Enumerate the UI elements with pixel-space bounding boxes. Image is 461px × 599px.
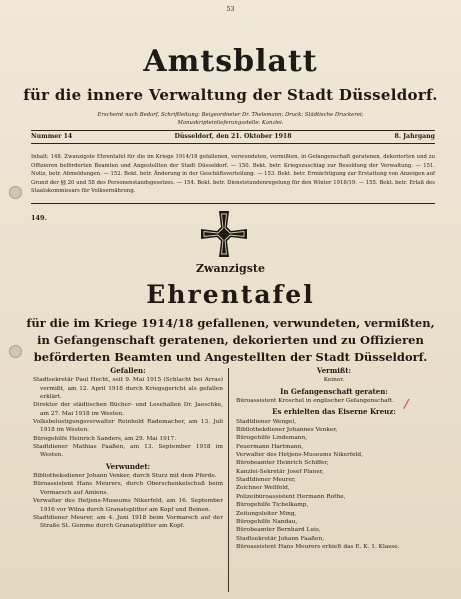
fallen-entry: Stadtsekretär Paul Hecht, seit 9. Mai 1915 (Schlacht bei Arras) vermißt, am 12. April 1918 durch Kriegsgericht als gefallen erklärt.	[33, 377, 223, 401]
missing-heading: Vermißt:	[316, 366, 352, 375]
iron-cross-entry: Feuermann Hartmann,	[236, 443, 304, 450]
rule-bottom	[31, 203, 435, 204]
right-column	[236, 367, 432, 551]
table-of-contents: Inhalt: 148. Zwanzigste Ehrentafel für die im Kriege 1914/18 gefallenen, verwundeten, vermißten, in Gefangenschaft geratenen, dekorierten und zu Offizieren beförderten Beamten und Angestellten der Stadt Düsseldorf. — 150. Bekt. betr. Kriegszuschlag zur Besoldung der Verwaltung. — 151. Notiz, betr. Abmeldungen. — 152. Bekt. betr. Änderung in der Geschäftsverteilung. — 153. Bekt. betr. Ermächtigung zur Erstattung von Anzeigen auf Grund der §§ 20 und 58 des Personenstandsgesetzes. — 154. Bekt. betr. Dienststundenregelung für den Winter 1918/19. — 155. Bekt. betr. Erlaß des Staatskommissars für Volksernährung.	[31, 154, 435, 195]
captivity-entry: Büroassistent Kroschel in englischer Gefangenschaft.	[236, 398, 394, 405]
issue-info-row	[31, 132, 435, 142]
iron-cross-entry: Bürobeamter Bernhard Luis,	[236, 527, 321, 534]
imprint-line-1: Erscheint nach Bedarf. Schriftleitung: Beigeordneter Dr. Thelemann; Druck: Städtische Druckerei;	[97, 112, 364, 118]
subtitle-line: beförderten Beamten und Angestellten der Stadt Düsseldorf.	[33, 350, 428, 364]
punch-hole-top	[9, 186, 22, 199]
rule-middle	[31, 143, 435, 144]
fallen-entry: Direktor der städtischen Bücher- und Lesehallen Dr. Jaeschke, am 27. Mai 1918 im Westen.	[33, 402, 223, 417]
wounded-entry: Stadtdiener Meurer, am 4. Juni 1918 beim Vormarsch auf der Straße St. Gemme durch Granatsplitter am Kopf.	[33, 514, 223, 530]
iron-cross-entry: Bürogehilfe Lindemann,	[236, 435, 308, 442]
fallen-heading: Gefallen:	[110, 366, 146, 375]
column-divider	[228, 368, 229, 592]
wounded-entry: Büroassistent Hans Meurers, durch Oberschenkelschuß beim Vormarsch auf Amiens.	[33, 481, 223, 496]
issue-date: Düsseldorf, den 21. Oktober 1918	[174, 133, 292, 140]
honor-roll-subtitle	[0, 315, 461, 366]
iron-cross-entry: Büroassistent Hans Meurers erhielt das E. K. 1. Klasse.	[236, 543, 400, 550]
rule-top	[31, 130, 435, 131]
subtitle-line: in Gefangenschaft geratenen, dekorierten und zu Offizieren	[37, 333, 424, 347]
issue-number: Nummer 14	[31, 133, 73, 140]
fallen-entry: Bürogehilfe Heinrich Sanders, am 29. Mai 1917.	[33, 435, 177, 442]
left-column	[33, 367, 223, 531]
imprint	[0, 111, 461, 127]
item-number: 149.	[31, 214, 47, 222]
fallen-entry: Volksbelustigungsverwalter Reinhold Rademacher, am 13. Juli 1918 im Westen.	[33, 419, 223, 434]
honor-roll-number: Zwanzigste	[195, 262, 265, 275]
iron-cross-entry: Stadtdiener Meurer,	[236, 477, 296, 484]
wounded-entry: Bibliotheksdiener Johann Venker, durch Sturz mit dem Pferde.	[33, 473, 217, 480]
iron-cross-icon	[199, 209, 249, 259]
iron-cross-entry: Zeitungsleiter Ming,	[236, 510, 297, 517]
iron-cross-heading: Es erhielten das Eiserne Kreuz:	[272, 407, 396, 417]
iron-cross-entry: Kanzlei-Sekretär Josef Planer,	[236, 468, 324, 475]
wounded-entry: Verwalter des Hetjens-Museums Nikerfeld, am 16. September 1916 vor Wilna durch Granatsplitter am Kopf und Beinen.	[33, 498, 223, 513]
wounded-heading: Verwundet:	[105, 461, 151, 471]
pencil-mark: /	[402, 396, 410, 413]
iron-cross-entry: Stadtsekretär Johann Faaßen,	[236, 535, 325, 542]
iron-cross-entry: Bibliothekdiener Johannes Venker,	[236, 427, 338, 434]
page-number: 53	[226, 6, 235, 13]
iron-cross-entry: Bürogehilfe Nandau,	[236, 518, 298, 525]
masthead-subheading: für die innere Verwaltung der Stadt Düsseldorf.	[23, 86, 438, 104]
fallen-entry: Stadtdiener Mathias Faaßen, am 13. September 1918 im Westen.	[33, 444, 223, 459]
iron-cross-entry: Polizeibüroassistent Hermann Rothe,	[236, 493, 346, 500]
volume: 8. Jahrgang	[394, 133, 435, 140]
honor-roll-title: Ehrentafel	[146, 280, 315, 309]
captivity-heading: In Gefangenschaft geraten:	[280, 386, 388, 396]
iron-cross-entry: Zeichner Wellfeld,	[236, 485, 290, 492]
imprint-line-2: Manuskripteinlieferungsstelle: Kanzlei.	[177, 120, 284, 126]
iron-cross-entry: Stadtdiener Wengel,	[236, 418, 297, 425]
iron-cross-entry: Verwalter des Hetjens-Museums Nikerfeld,	[236, 452, 363, 459]
subtitle-line: für die im Kriege 1914/18 gefallenen, verwundeten, vermißten,	[26, 316, 435, 330]
masthead-title: Amtsblatt	[143, 44, 318, 79]
iron-cross-entry: Bürogehilfe Tichelkamp,	[236, 502, 309, 509]
missing-entry: Keiner.	[323, 377, 345, 384]
iron-cross-entry: Bürobeamter Heinrich Schiffer,	[236, 460, 329, 467]
